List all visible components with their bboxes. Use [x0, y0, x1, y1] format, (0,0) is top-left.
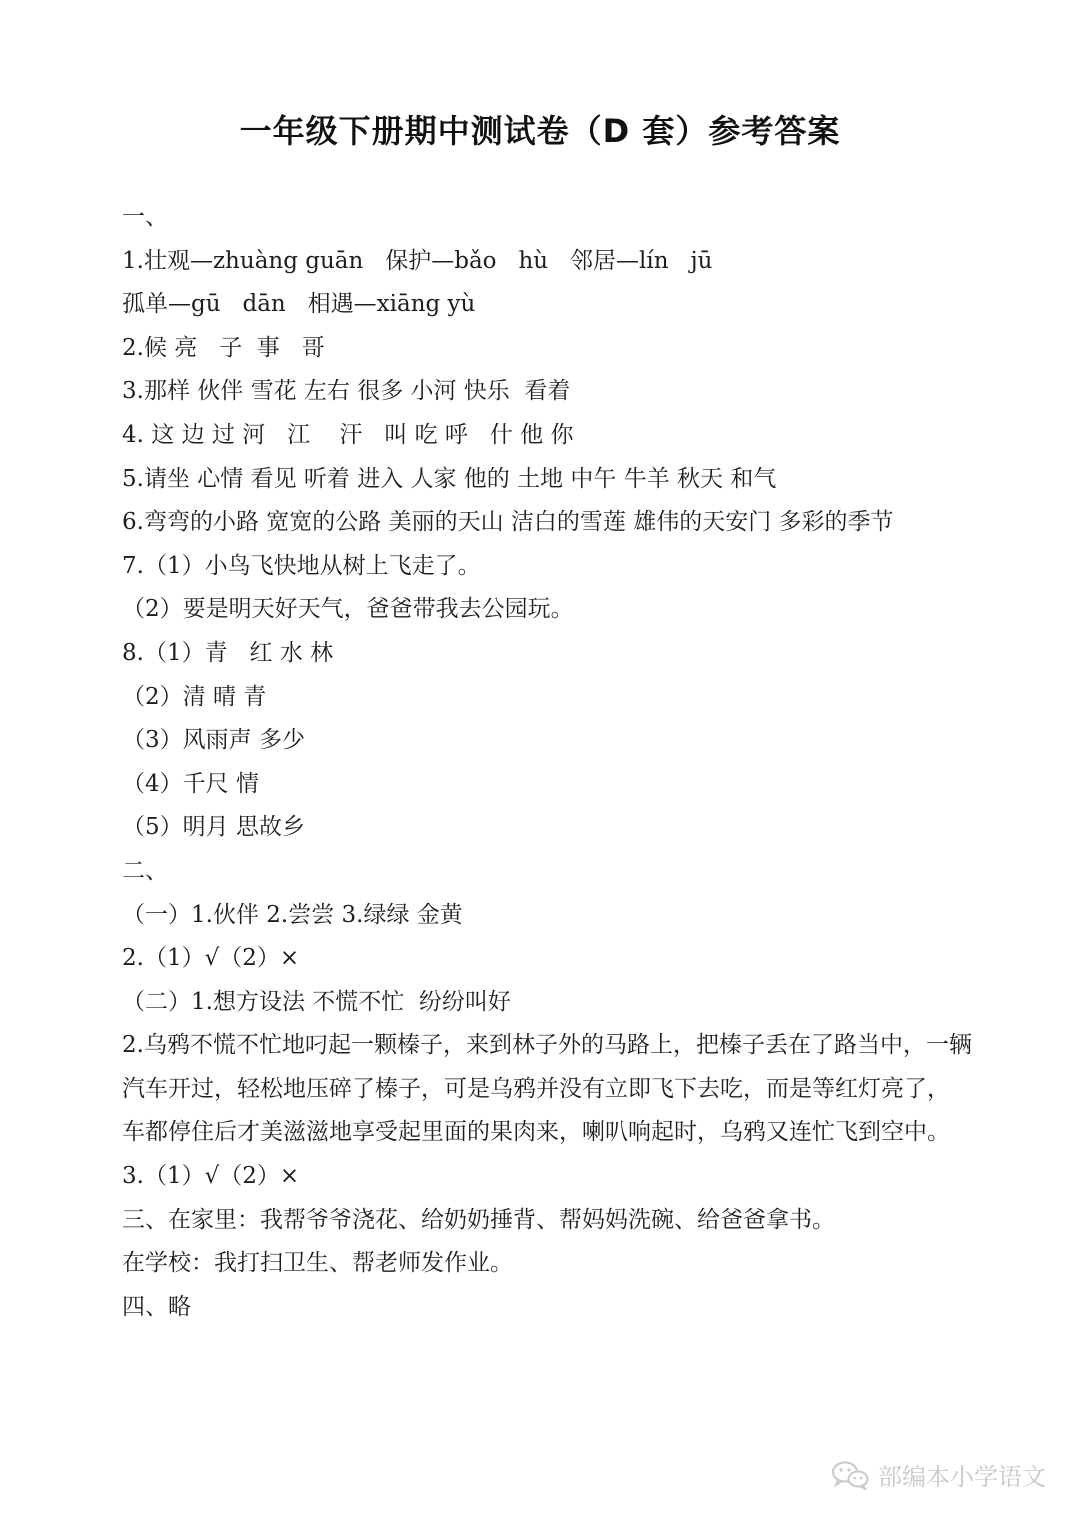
answer-line: 在学校：我打扫卫生、帮老师发作业。 — [122, 1250, 513, 1277]
answer-line: 5.请坐 心情 看见 听着 进入 人家 他的 土地 中午 牛羊 秋天 和气 — [122, 465, 777, 492]
wechat-icon — [830, 1460, 870, 1490]
answer-body — [122, 196, 972, 1329]
answer-line: 2.候 亮 子 事 哥 — [122, 334, 325, 361]
answer-paragraph: 2.乌鸦不慌不忙地叼起一颗榛子，来到林子外的马路上，把榛子丢在了路当中，一辆汽车开过，轻松地压碎了榛子，可是乌鸦并没有立即飞下去吃，而是等红灯亮了，车都停住后才美滋滋地享受起里面的果肉来，喇叭响起时，乌鸦又连忙飞到空中。 — [122, 1032, 972, 1146]
answer-line: 1.壮观—zhuàng guān 保护—bǎo hù 邻居—lín jū — [122, 247, 713, 274]
answer-line: 3.（1）√（2）× — [122, 1163, 300, 1190]
section-heading-2: 二、 — [122, 857, 168, 884]
watermark — [830, 1457, 1046, 1492]
answer-line: （二）1.想方设法 不慌不忙 纷纷叫好 — [122, 988, 511, 1015]
answer-line: 4. 这 边 过 河 江 汗 叫 吃 呼 什 他 你 — [122, 421, 574, 448]
answer-line: （2）清 晴 青 — [122, 683, 267, 710]
answer-line: （3）风雨声 多少 — [122, 727, 305, 754]
answer-line: 孤单—gū dān 相遇—xiāng yù — [122, 291, 476, 318]
section-heading-4: 四、略 — [122, 1293, 191, 1320]
section-heading-1: 一、 — [122, 204, 168, 230]
watermark-text: 部编本小学语文 — [878, 1463, 1046, 1491]
answer-line: （2）要是明天好天气，爸爸带我去公园玩。 — [122, 596, 574, 623]
answer-line: （一）1.伙伴 2.尝尝 3.绿绿 金黄 — [122, 901, 463, 928]
answer-line: 6.弯弯的小路 宽宽的公路 美丽的天山 洁白的雪莲 雄伟的天安门 多彩的季节 — [122, 509, 894, 536]
answer-line: （4）千尺 情 — [122, 770, 259, 797]
answer-line: 7.（1）小鸟飞快地从树上飞走了。 — [122, 552, 481, 579]
answer-line: 8.（1）青 红 水 林 — [122, 639, 334, 666]
answer-line: （5）明月 思故乡 — [122, 814, 305, 841]
page-title: 一年级下册期中测试卷（D 套）参考答案 — [239, 112, 841, 150]
answer-line: 2.（1）√（2）× — [122, 945, 300, 972]
answer-line: 3.那样 伙伴 雪花 左右 很多 小河 快乐 看着 — [122, 378, 571, 405]
section-heading-3: 三、在家里：我帮爷爷浇花、给奶奶捶背、帮妈妈洗碗、给爸爸拿书。 — [122, 1206, 835, 1233]
